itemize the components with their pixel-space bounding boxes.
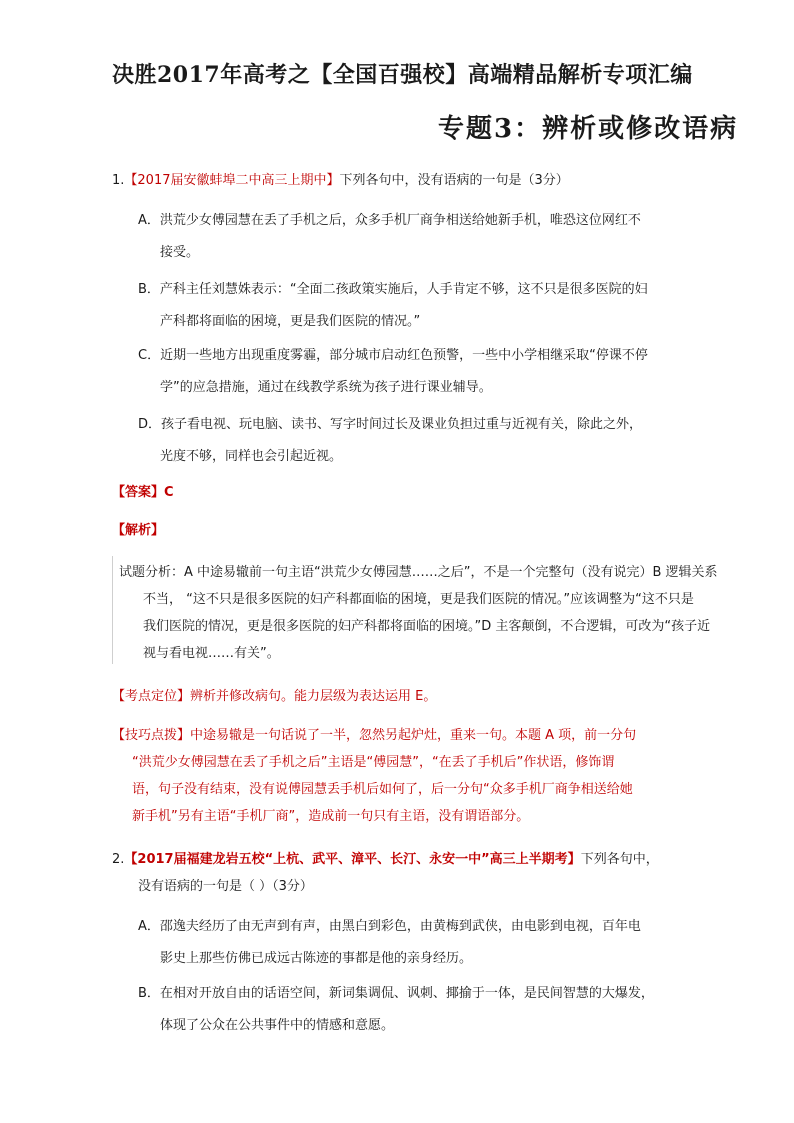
jiqiao-line: “洪荒少女傅园慧在丢了手机之后”主语是“傅园慧”，“在丢了手机后”作状语，修饰谓	[132, 755, 615, 770]
q1-option-a	[138, 212, 698, 262]
analysis-line: 试题分析：A 中途易辙前一句主语“洪荒少女傅园慧……之后”，不是一个完整句（没有说完）B 逻辑关系	[119, 565, 718, 580]
answer-value: C	[164, 485, 174, 500]
answer-label: 【答案】	[112, 485, 165, 500]
option-text: 洪荒少女傅园慧在丢了手机之后，众多手机厂商争相送给她新手机，唯恐这位网红不	[159, 213, 641, 228]
analysis-line: 不当， “这不只是很多医院的妇产科都面临的困境，更是我们医院的情况。”应该调整为“这不只是	[143, 592, 694, 607]
option-text: 在相对开放自由的话语空间，新词集调侃、讽刺、揶揄于一体，是民间智慧的大爆发，	[159, 986, 654, 1001]
question-source: 【2017届福建龙岩五校“上杭、武平、漳平、长汀、永安一中”高三上半期考】	[124, 852, 581, 867]
q1-option-b	[138, 281, 698, 331]
option-text-continued: 接受。	[160, 245, 200, 260]
option-label: C．	[138, 348, 161, 363]
option-text: 孩子看电视、玩电脑、读书、写字时间过长及课业负担过重与近视有关，除此之外，	[161, 417, 643, 432]
answer-line	[112, 484, 174, 502]
analysis-line: 我们医院的情况，更是很多医院的妇产科都将面临的困境。”D 主客颠倒，不合逻辑，可改为“孩子近	[143, 619, 711, 634]
option-label: B．	[138, 986, 160, 1001]
option-text: 产科主任刘慧姝表示：“全面二孩政策实施后，人手肯定不够，这不只是很多医院的妇	[159, 282, 648, 297]
question-2-stem	[112, 851, 659, 869]
question-2-stem-continued: 没有语病的一句是（ ）（3分）	[138, 879, 313, 894]
q1-option-c	[138, 347, 698, 397]
question-1-stem	[112, 172, 712, 190]
kaodian-line: 【考点定位】辨析并修改病句。能力层级为表达运用 E。	[112, 689, 437, 704]
document-title: 决胜2017年高考之【全国百强校】高端精品解析专项汇编	[112, 62, 693, 88]
analysis-box	[112, 556, 767, 664]
question-number: 1.	[112, 173, 125, 188]
question-text: 下列各句中，没有语病的一句是（3分）	[339, 173, 569, 188]
option-text-continued: 学”的应急措施，通过在线教学系统为孩子进行课业辅导。	[160, 380, 492, 395]
option-label: A．	[138, 919, 160, 934]
option-text-continued: 光度不够，同样也会引起近视。	[160, 449, 343, 464]
question-text: 下列各句中，	[580, 852, 659, 867]
q1-option-d	[138, 416, 698, 466]
jiqiao-line: 新手机”另有主语“手机厂商”，造成前一句只有主语，没有谓语部分。	[132, 809, 530, 824]
option-text: 邵逸夫经历了由无声到有声，由黑白到彩色，由黄梅到武侠，由电影到电视，百年电	[159, 919, 641, 934]
document-subtitle: 专题3：辨析或修改语病	[438, 114, 739, 144]
q2-option-a	[138, 918, 698, 968]
option-label: D．	[138, 417, 162, 432]
analysis-label: 【解析】	[112, 523, 165, 538]
option-text-continued: 体现了公众在公共事件中的情感和意愿。	[160, 1018, 395, 1033]
option-text: 近期一些地方出现重度雾霾，部分城市启动红色预警，一些中小学相继采取“停课不停	[160, 348, 648, 363]
analysis-line: 视与看电视……有关”。	[143, 646, 280, 661]
option-text-continued: 影史上那些仿佛已成远古陈迹的事都是他的亲身经历。	[160, 951, 473, 966]
option-label: A．	[138, 213, 160, 228]
option-label: B．	[138, 282, 160, 297]
jiqiao-line: 【技巧点拨】中途易辙是一句话说了一半，忽然另起炉灶，重来一句。本题 A 项，前一分句	[112, 728, 637, 743]
q2-option-b	[138, 985, 698, 1035]
jiqiao-line: 语，句子没有结束，没有说傅园慧丢手机后如何了，后一分句“众多手机厂商争相送给她	[132, 782, 633, 797]
question-source: 【2017届安徽蚌埠二中高三上期中】	[124, 173, 340, 188]
question-number: 2.	[112, 852, 125, 867]
option-text-continued: 产科都将面临的困境，更是我们医院的情况。”	[160, 314, 421, 329]
